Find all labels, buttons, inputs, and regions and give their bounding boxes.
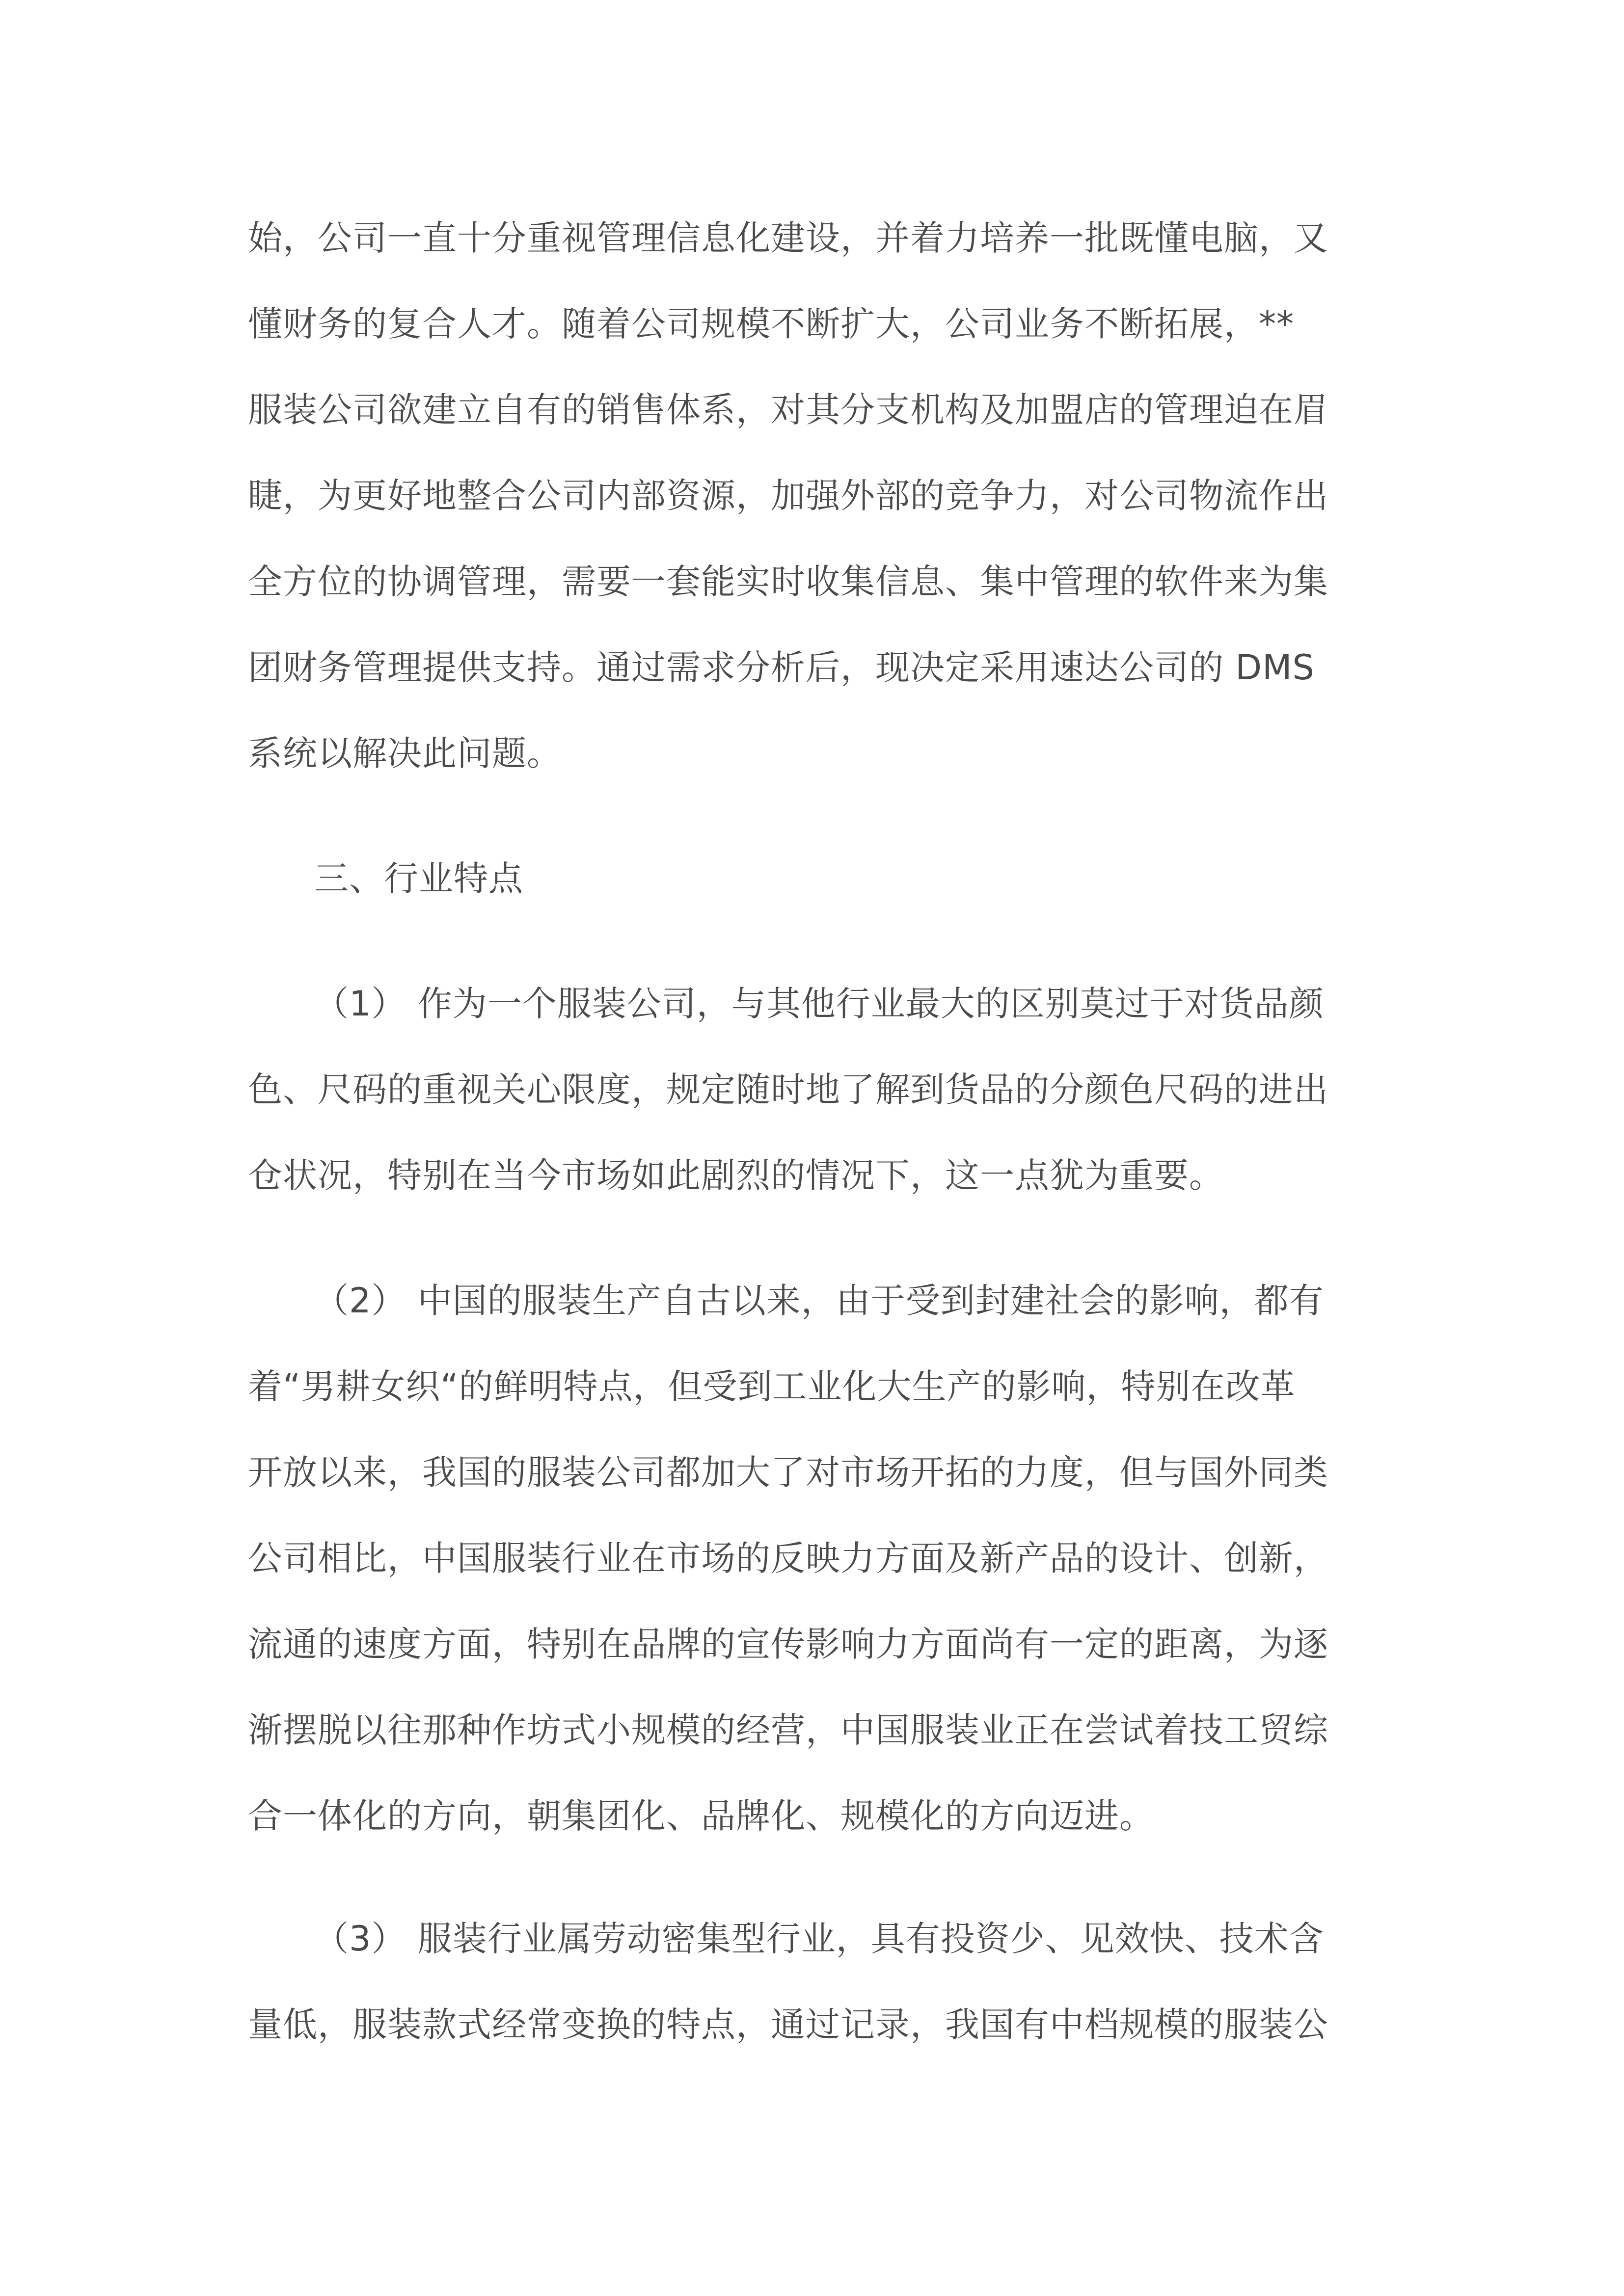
text-line: 渐摆脱以往那种作坊式小规模的经营，中国服装业正在尝试着技工贸综 <box>248 1710 1328 1750</box>
text-line: 系统以解决此问题。 <box>248 733 562 774</box>
text-line: 睫，为更好地整合公司内部资源，加强外部的竞争力，对公司物流作出 <box>248 476 1328 516</box>
text-line: （1） 作为一个服装公司，与其他行业最大的区别莫过于对货品颜 <box>314 984 1324 1024</box>
text-line: 公司相比，中国服装行业在市场的反映力方面及新产品的设计、创新， <box>248 1538 1328 1578</box>
text-line: 量低，服装款式经常变换的特点，通过记录，我国有中档规模的服装公 <box>248 2004 1328 2045</box>
text-line: （3） 服装行业属劳动密集型行业，具有投资少、见效快、技术含 <box>314 1919 1324 1959</box>
text-line: 合一体化的方向，朝集团化、品牌化、规模化的方向迈进。 <box>248 1796 1154 1836</box>
text-line: （2） 中国的服装生产自古以来，由于受到封建社会的影响，都有 <box>314 1281 1324 1321</box>
text-line: 懂财务的复合人才。随着公司规模不断扩大，公司业务不断拓展，** <box>248 304 1294 344</box>
text-line: 服装公司欲建立自有的销售体系，对其分支机构及加盟店的管理迫在眉 <box>248 390 1328 430</box>
text-line: 全方位的协调管理，需要一套能实时收集信息、集中管理的软件来为集 <box>248 561 1328 602</box>
text-line: 团财务管理提供支持。通过需求分析后，现决定采用速达公司的 DMS <box>248 647 1315 688</box>
text-line: 色、尺码的重视关心限度，规定随时地了解到货品的分颜色尺码的进出 <box>248 1069 1328 1110</box>
text-line: 始，公司一直十分重视管理信息化建设，并着力培养一批既懂电脑，又 <box>248 218 1328 258</box>
text-line: 流通的速度方面，特别在品牌的宣传影响力方面尚有一定的距离，为逐 <box>248 1624 1328 1664</box>
text-line: 着“男耕女织“的鲜明特点，但受到工业化大生产的影响，特别在改革 <box>248 1366 1296 1407</box>
text-line: 开放以来，我国的服装公司都加大了对市场开拓的力度，但与国外同类 <box>248 1452 1328 1493</box>
text-line: 仓状况，特别在当今市场如此剧烈的情况下，这一点犹为重要。 <box>248 1155 1224 1196</box>
section-heading: 三、行业特点 <box>314 858 523 899</box>
